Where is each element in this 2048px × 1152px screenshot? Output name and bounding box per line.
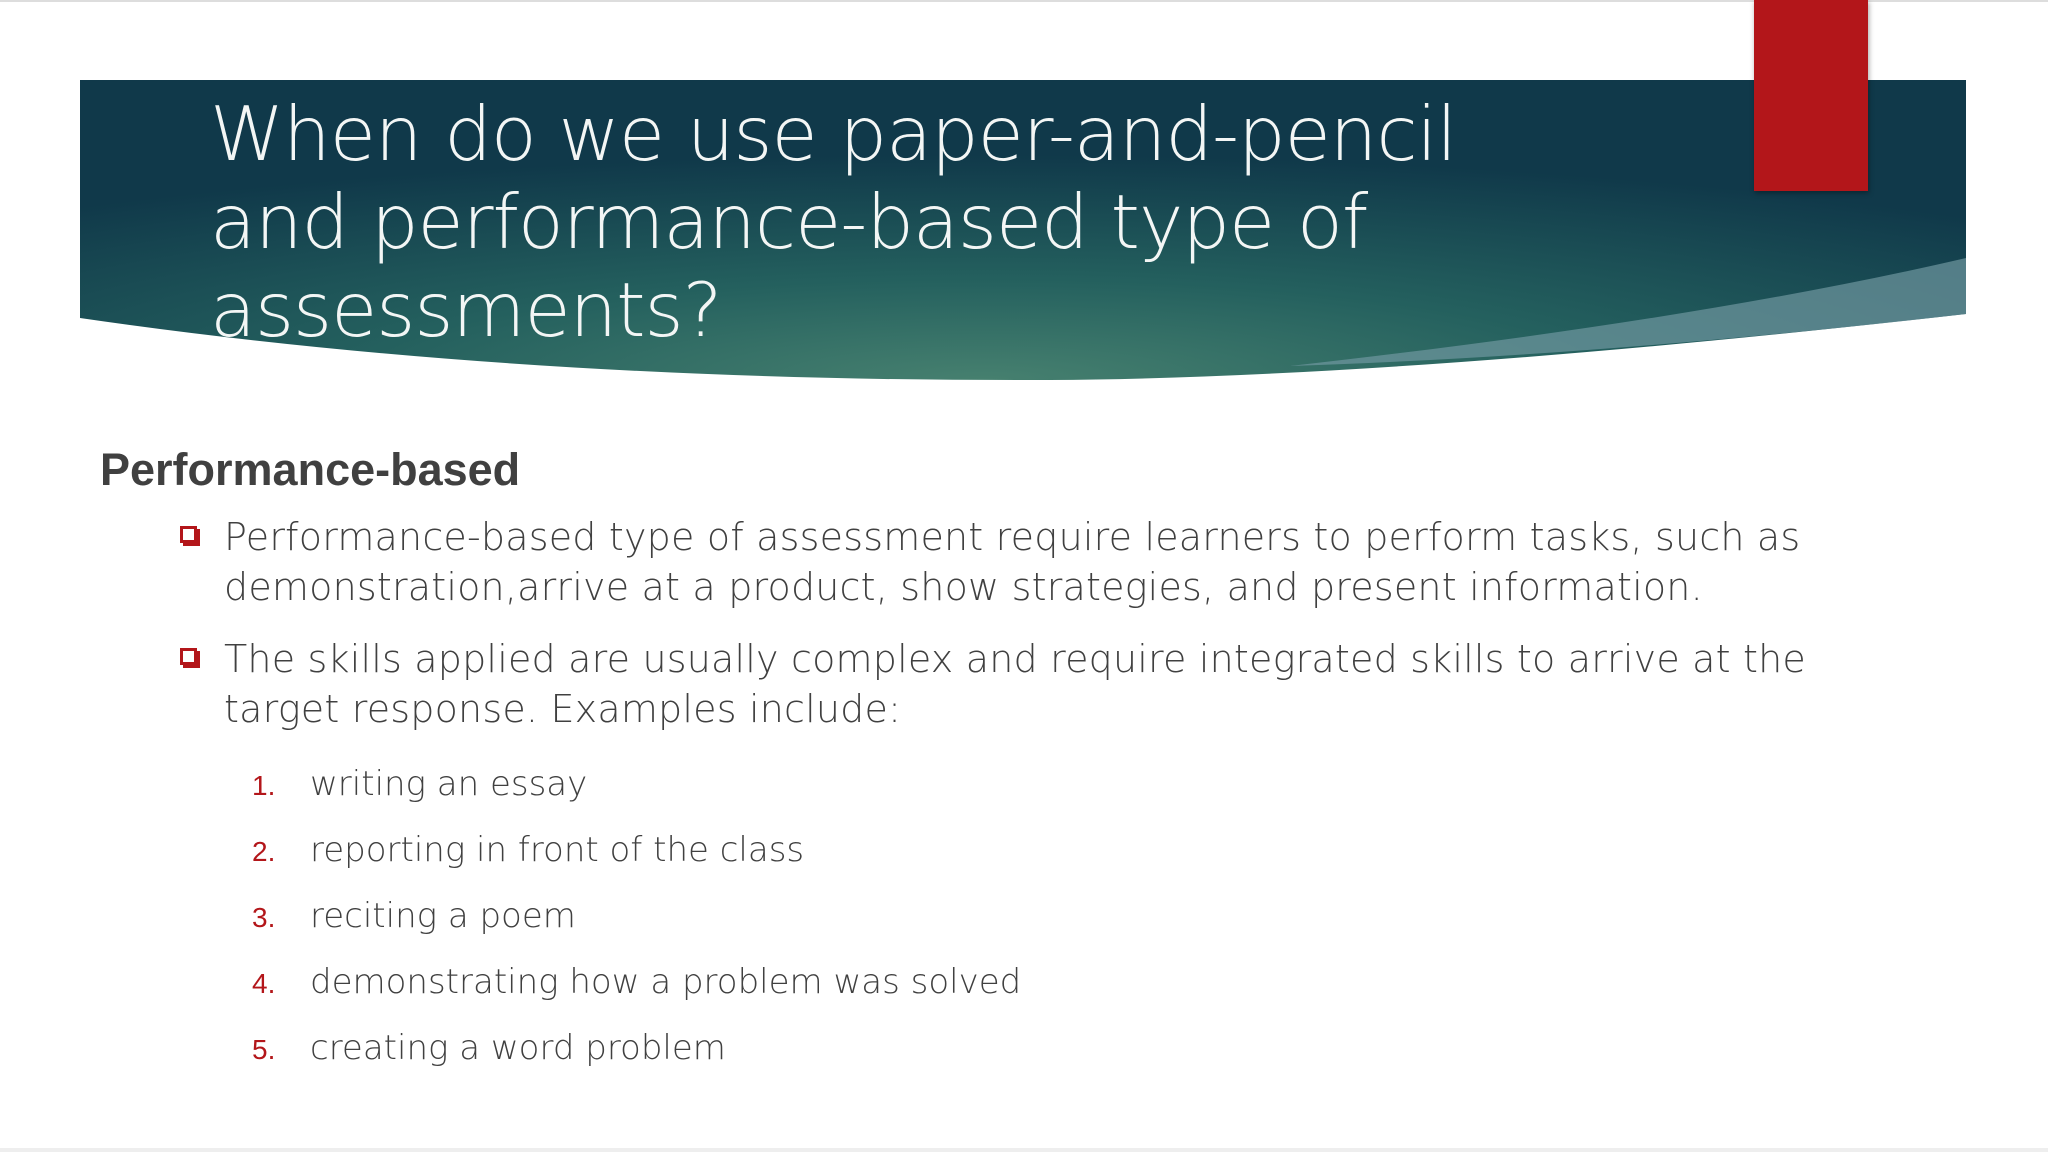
list-item-text: reporting in front of the class [310, 830, 805, 870]
bullet-text-line: target response. Examples include: [224, 687, 902, 731]
list-number: 4. [252, 968, 276, 999]
list-item [100, 822, 1960, 888]
checkbox-bullet-icon [180, 526, 197, 543]
list-item-text: demonstrating how a problem was solved [310, 962, 1022, 1002]
list-item [100, 954, 1960, 1020]
bullet-item [100, 512, 1960, 612]
bullet-item [100, 634, 1960, 734]
examples-list [100, 756, 1960, 1086]
list-item-text: writing an essay [310, 764, 588, 804]
list-item-text: reciting a poem [310, 896, 576, 936]
list-number: 1. [252, 770, 276, 801]
bullet-list [100, 512, 1960, 734]
bullet-text-line: The skills applied are usually complex and require integrated skills to arrive at the [224, 637, 1807, 681]
red-accent-bar [1754, 0, 1868, 191]
list-number: 5. [252, 1034, 276, 1065]
list-item [100, 1020, 1960, 1086]
title-line-2: and performance-based type of [210, 178, 1368, 266]
list-number: 3. [252, 902, 276, 933]
bullet-text-line: Performance-based type of assessment require learners to perform tasks, such as [224, 515, 1801, 559]
list-item [100, 756, 1960, 822]
list-number: 2. [252, 836, 276, 867]
slide-title [210, 90, 1610, 354]
list-item-text: creating a word problem [310, 1028, 726, 1068]
list-item [100, 888, 1960, 954]
section-heading: Performance-based [100, 444, 521, 495]
title-line-1: When do we use paper-and-pencil [210, 90, 1457, 178]
title-line-3: assessments? [210, 266, 722, 354]
bottom-border [0, 1148, 2048, 1152]
checkbox-bullet-icon [180, 648, 197, 665]
slide-body [100, 440, 1960, 1086]
bullet-text-line: demonstration,arrive at a product, show strategies, and present information. [224, 565, 1703, 609]
